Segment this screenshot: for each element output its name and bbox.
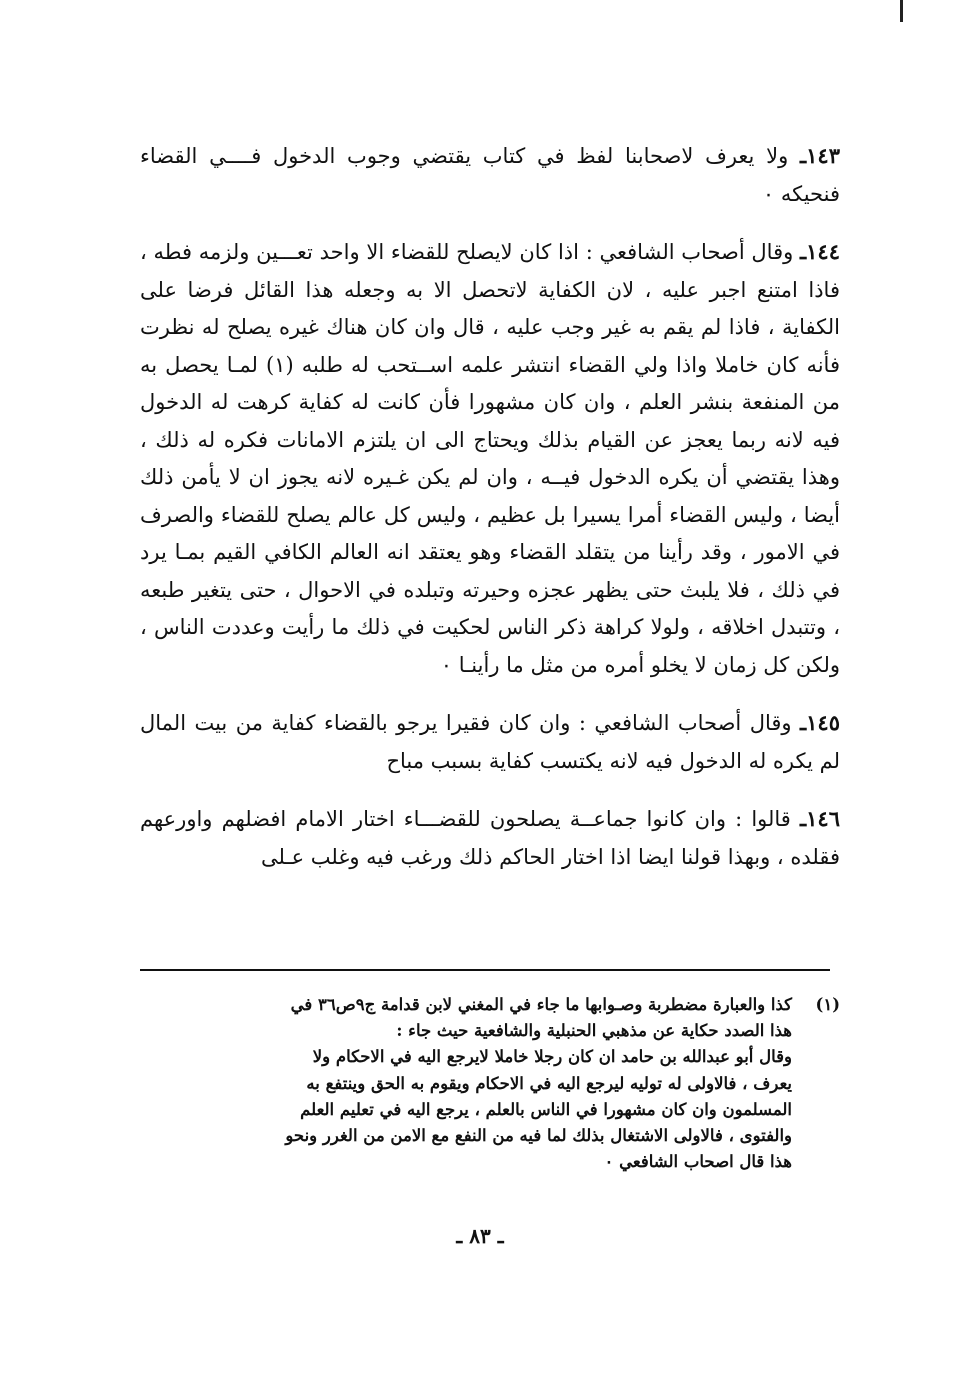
paragraph-146 <box>140 800 840 876</box>
footnote-divider <box>140 969 830 971</box>
paragraph-number: ١٤٥ـ <box>800 710 840 735</box>
footnote-marker: (١) <box>815 995 840 1014</box>
footnote-line: يعرف ، فالاولى له توليه ليرجع اليه في الاحكام ويقوم به الحق وينتفع به <box>306 1073 792 1093</box>
main-text <box>140 137 840 876</box>
footnote-line: هذا قال اصحاب الشافعي ٠ <box>604 1152 792 1172</box>
paragraph-text: وقال أصحاب الشافعي : اذا كان لايصلح للقضاء الا واحد تعـــين ولزمه فطه ، فاذا امتنع اجبر عليه ، لان الكفاية لاتحصل الا به وجعله هذا القائل فرضا على الكفاية ، فاذا لم يقم به غير وجب عليه ، قال وان كان هناك غيره يصلح له نظرت فأنه كان خاملا واذا ولي القضاء انتشر علمه اســتحب له طلبه (١) لمـا يحصل به من المنفعة بنشر العلم ، وان كان مشهورا فأن كانت له كفاية كرهت له الدخول فيه لانه ربما يعجز عن القيام بذلك ويحتاج الى ان يلتزم الامانات فكره له ذلك ، وهذا يقتضي أن يكره الدخول فيــه ، وان لم يكن غـيره لانه يجوز ان لا يأمن ذلك أيضا ، وليس القضاء أمرا يسيرا بل عظيم ، وليس كل عالم يصلح للقضاء والصرف في الامور ، وقد رأينا من يتقلد القضاء وهو يعتقد انه العالم الكافي القيم بمـا يرد في ذلك ، فلا يلبث حتى يظهر عجزه وحيرته وتبلده في الاحوال ، حتى يتغير طبعه ، وتتبدل اخلاقه ، ولولا كراهة ذكر الناس لحكيت في ذلك ما رأيت وعددت الناس ، ولكن كل زمان لا يخلو أمره من مثل ما رأينـا ٠ <box>140 240 840 677</box>
footnote-line: المسلمون وان كان مشهورا في الناس بالعلم ، يرجع اليه في تعليم العلم <box>300 1099 792 1119</box>
paragraph-text: وقال أصحاب الشافعي : وان كان فقيرا يرجو بالقضاء كفاية من بيت المال لم يكره له الدخول فيه لانه يكتسب كفاية بسبب مباح <box>140 711 840 773</box>
footnote-line: وقال أبو عبدالله بن حامد ان كان رجلا خاملا لايرجع اليه في الاحكام ولا <box>312 1047 792 1067</box>
paragraph-number: ١٤٣ـ <box>800 143 840 168</box>
scan-edge-mark <box>900 0 903 22</box>
page-number: ـ ٨٣ ـ <box>456 1224 504 1248</box>
paragraph-number: ١٤٤ـ <box>800 239 840 264</box>
footnote-line: كذا والعبارة مضطربة وصـوابها ما جاء في المغني لابن قدامة ج٩ص٣٦ في <box>290 995 792 1014</box>
paragraph-text: قالوا : وان كانوا جماعــة يصلحون للقضـــاء اختار الامام افضلهم واورعهم فقلده ، وبهذا قولنا ايضا اذا اختار الحاكم ذلك ورغب فيه وغلب عـلى <box>140 807 840 869</box>
footnote <box>135 992 840 1175</box>
paragraph-143 <box>140 137 840 213</box>
paragraph-145 <box>140 704 840 780</box>
paragraph-text: ولا يعرف لاصحابنا لفظ في كتاب يقتضي وجوب الدخول فــــي القضاء فنحيكه ٠ <box>140 144 840 206</box>
footnote-text <box>135 992 792 1175</box>
paragraph-144 <box>140 233 840 684</box>
paragraph-number: ١٤٦ـ <box>800 806 840 831</box>
footnote-line: هذا الصدد حكاية عن مذهبي الحنبلية والشافعية حيث جاء : <box>396 1021 792 1041</box>
footnote-row <box>135 992 840 1175</box>
footnote-line: والفتوى ، فالاولى الاشتغال بذلك لما فيه من النفع مع الامن من الغرر ونحو <box>285 1126 792 1146</box>
